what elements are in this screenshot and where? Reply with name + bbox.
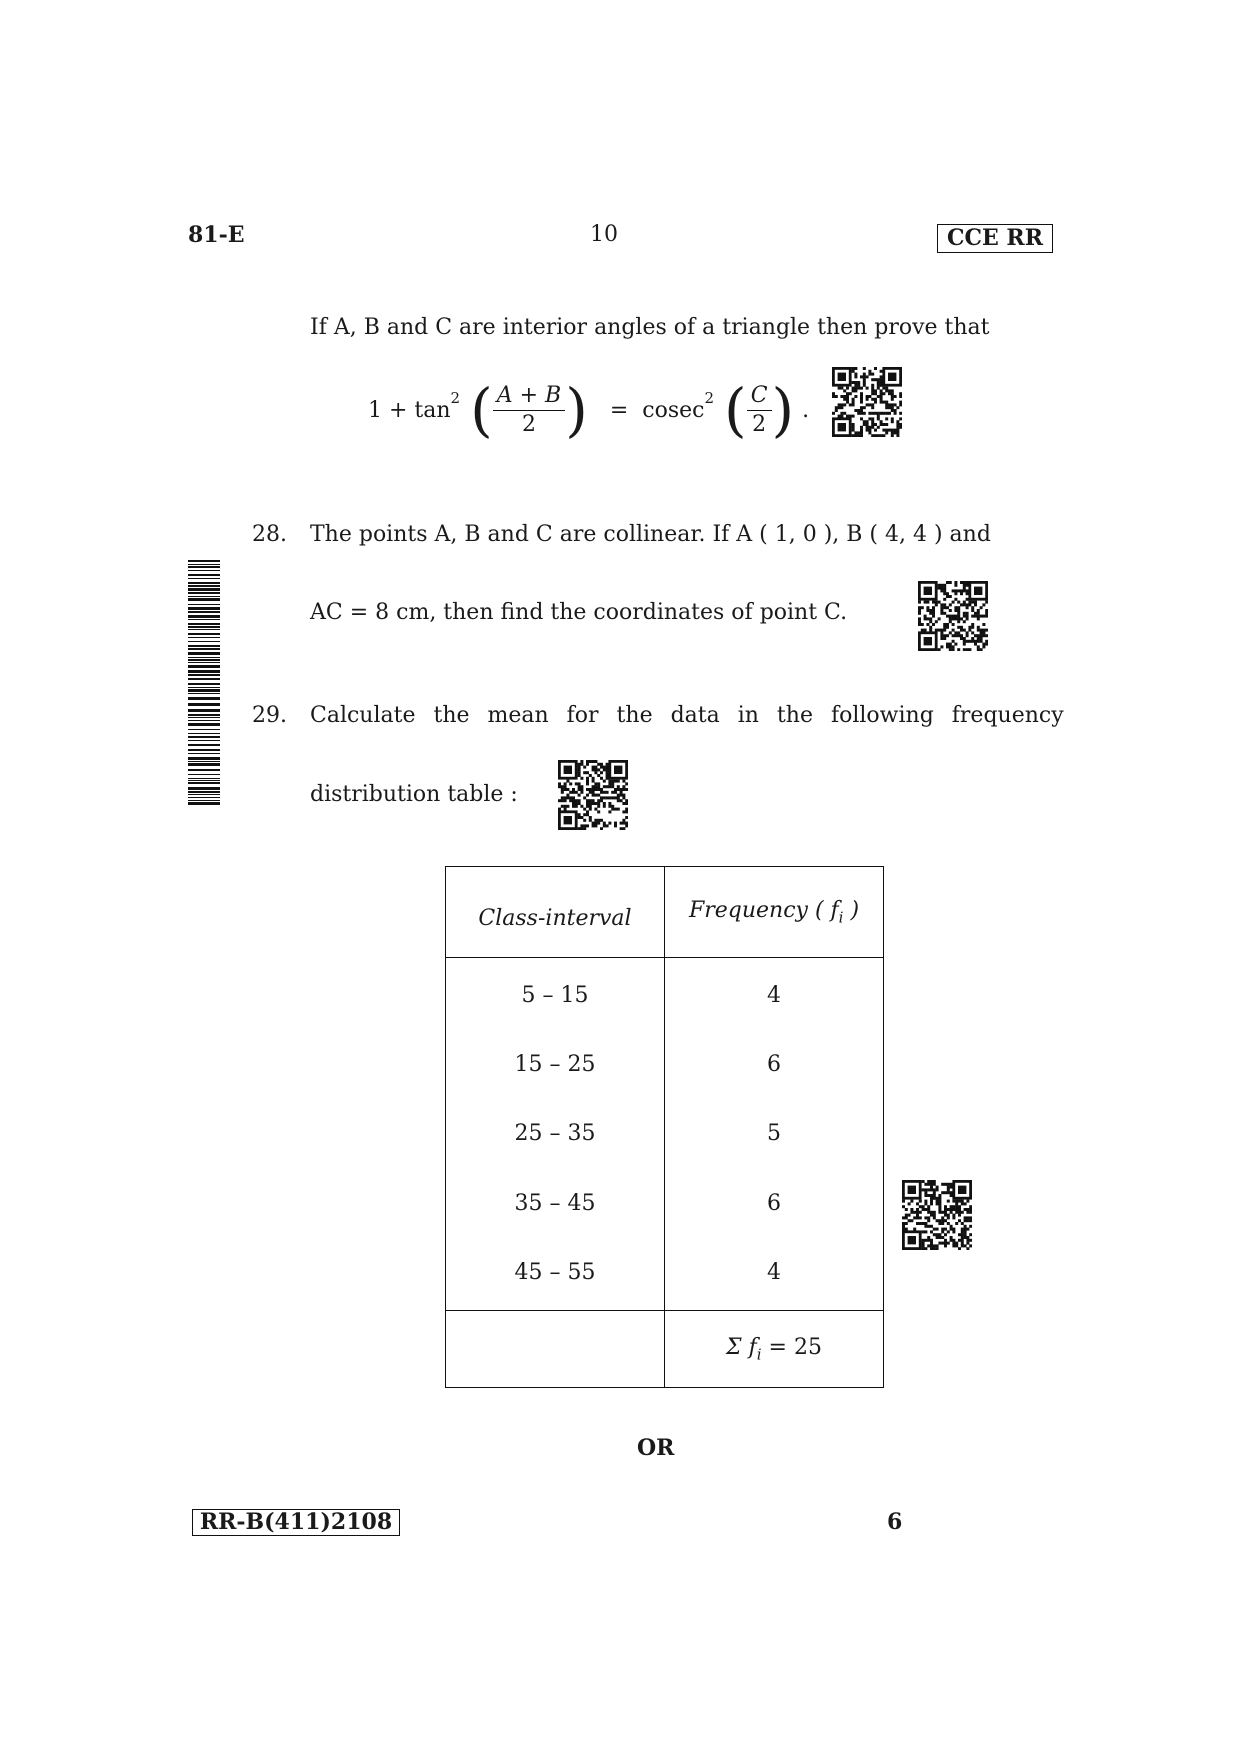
question-28-line-1: The points A, B and C are collinear. If A ( 1, 0 ), B ( 4, 4 ) and xyxy=(310,522,991,547)
question-29-line-1: Calculate the mean for the data in the following frequency xyxy=(310,703,1064,728)
formula-rhs-prefix: cosec xyxy=(642,397,705,423)
frequency-table xyxy=(445,866,884,1388)
question-29-line-2: distribution table : xyxy=(310,782,518,807)
class-interval-column xyxy=(446,958,665,1311)
table-cell: 4 xyxy=(767,982,781,1008)
question-27-text: If A, B and C are interior angles of a triangle then prove that xyxy=(310,315,990,340)
page-number: 10 xyxy=(590,222,618,247)
table-cell: 6 xyxy=(767,1190,781,1216)
formula-exponent-1: 2 xyxy=(450,389,461,407)
question-28-number: 28. xyxy=(252,522,287,547)
fraction-c-over-2: $\frac{C}{2}$ xyxy=(747,382,772,439)
table-cell: 45 – 55 xyxy=(514,1260,596,1286)
footer-sheet-number: 6 xyxy=(887,1509,903,1535)
fraction-a-plus-b-over-2: $\frac{A + B}{2}$ xyxy=(493,382,565,439)
series-box: CCE RR xyxy=(937,224,1053,253)
question-28-line-2: AC = 8 cm, then find the coordinates of point C. xyxy=(310,600,848,625)
table-cell: 25 – 35 xyxy=(514,1121,596,1147)
qr-code-icon xyxy=(902,1180,972,1250)
table-cell: 6 xyxy=(767,1051,781,1077)
table-cell: 35 – 45 xyxy=(514,1190,596,1216)
identity-formula: 1 + tan $^2$ ( $\frac{A + B}{2}$ ) = cosec $^2$ ( $\frac{C}{2}$ ) . xyxy=(368,376,810,444)
qr-code-icon xyxy=(558,760,628,830)
barcode-icon xyxy=(188,560,220,806)
qr-code-icon xyxy=(918,581,988,651)
formula-exponent-2: 2 xyxy=(704,389,715,407)
table-cell: 5 xyxy=(767,1121,781,1147)
paper-code: 81-E xyxy=(188,222,245,248)
qr-code-icon xyxy=(832,367,902,437)
table-sum-cell: Σ $f_i = 25$ xyxy=(665,1311,884,1388)
table-cell: 15 – 25 xyxy=(514,1051,596,1077)
or-label: OR xyxy=(637,1435,675,1461)
table-empty-cell xyxy=(446,1311,665,1388)
frequency-column xyxy=(665,958,884,1311)
question-29-number: 29. xyxy=(252,703,287,728)
table-cell: 4 xyxy=(767,1260,781,1286)
footer-paper-code-box: RR-B(411)2108 xyxy=(192,1509,400,1536)
table-header-class-interval: Class-interval xyxy=(446,867,665,958)
table-header-frequency: Frequency ( $f_i$ ) xyxy=(665,867,884,958)
formula-lhs-prefix: 1 + tan xyxy=(368,397,451,423)
table-cell: 5 – 15 xyxy=(521,982,589,1008)
